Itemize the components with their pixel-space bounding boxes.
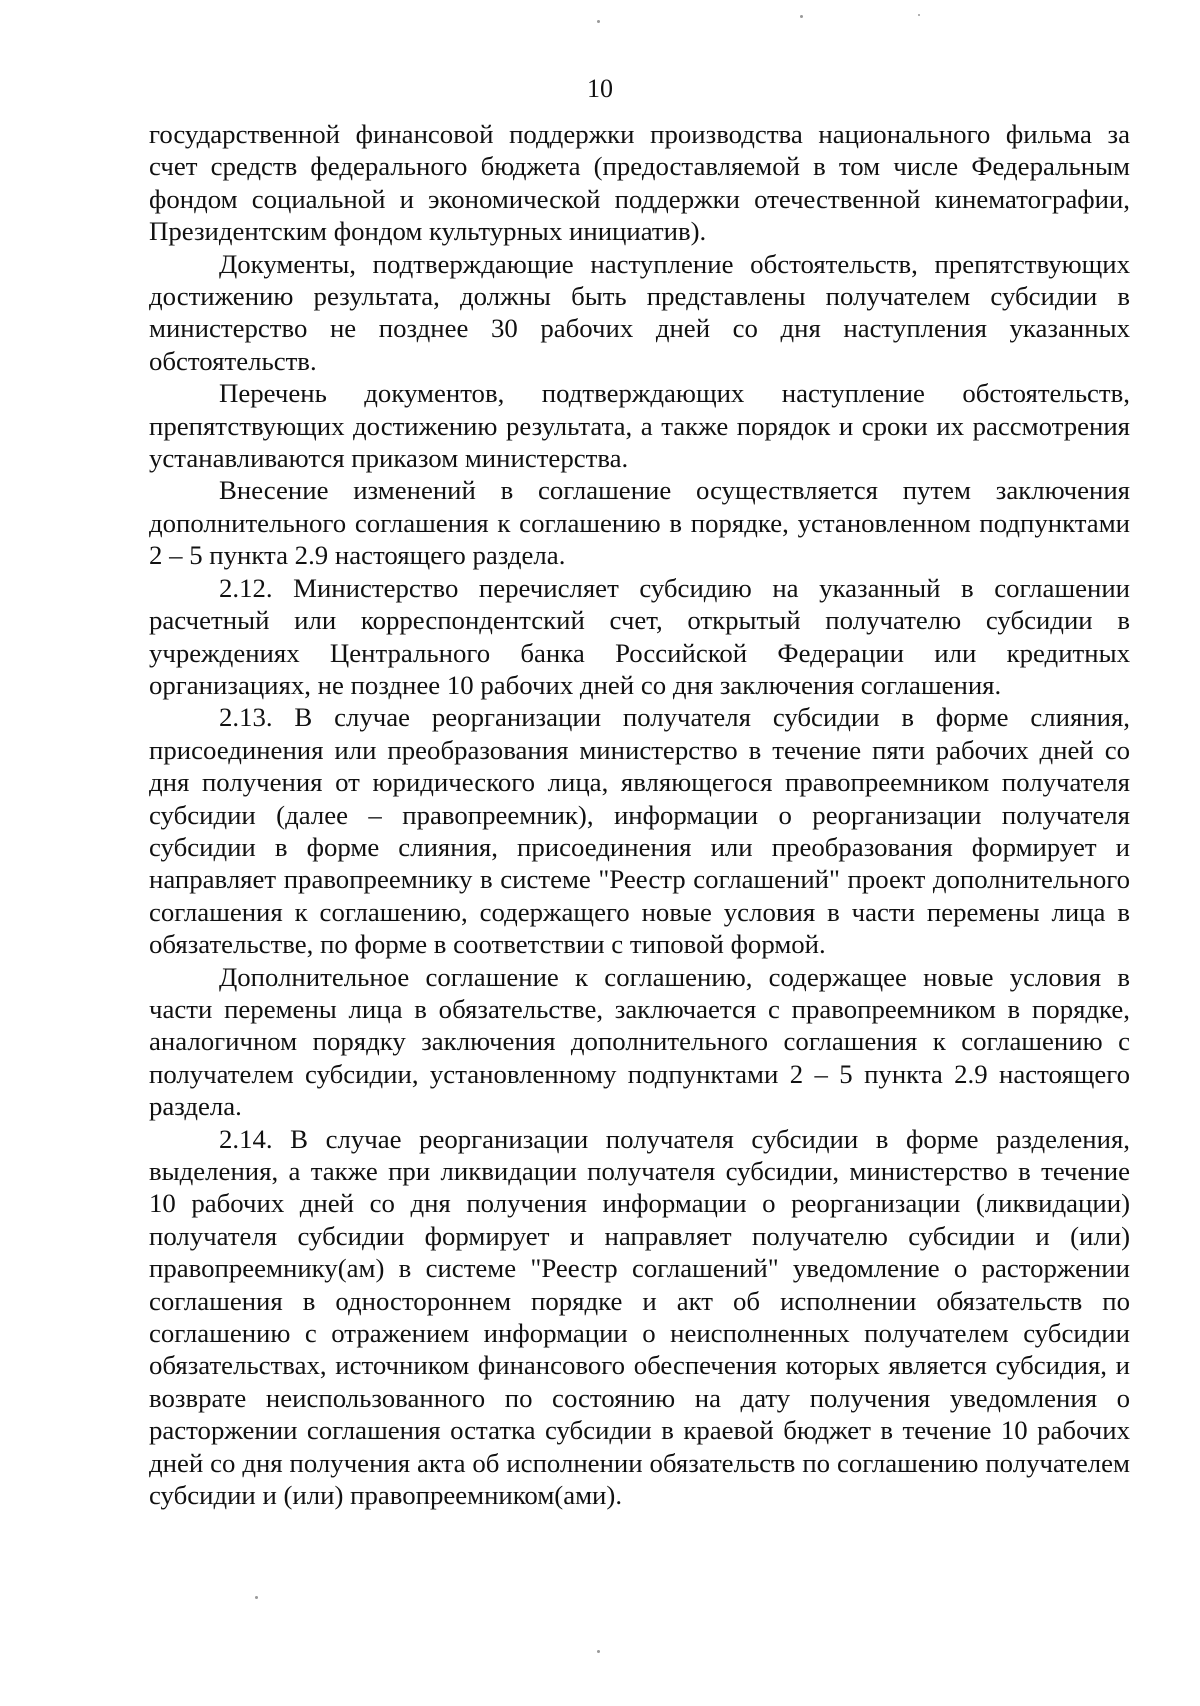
paragraph-continuation: государственной финансовой поддержки производства национального фильма за счет средств федерального бюджета (предоставляемой в том числе Федеральным фондом социальной и экономической поддержки отечественной кинематографии, Президентским фондом культурных инициатив).	[149, 119, 1130, 247]
paragraph-2-14: 2.14. В случае реорганизации получателя субсидии в форме разделения, выделения, а также при ликвидации получателя субсидии, министерство в течение 10 рабочих дней со дня получения информации о реорганизации (ликвидации) получателя субсидии формирует и направляет получателю субсидии и (или) правопреемнику(ам) в системе "Реестр соглашений" уведомление о расторжении соглашения в одностороннем порядке и акт об исполнении обязательств по соглашению с отражением информации о неисполненных получателем субсидии обязательствах, источником финансового обеспечения которых является субсидия, и возврате неиспользованного по состоянию на дату получения уведомления о расторжении соглашения остатка субсидии в краевой бюджет в течение 10 рабочих дней со дня получения акта об исполнении обязательств по соглашению получателем субсидии и (или) правопреемником(ами).	[149, 1123, 1130, 1511]
scan-speck	[918, 14, 920, 16]
paragraph-documents: Документы, подтверждающие наступление обстоятельств, препятствующих достижению результата, должны быть представлены получателем субсидии в министерство не позднее 30 рабочих дней со дня наступления указанных обстоятельств.	[149, 248, 1130, 376]
document-body	[149, 118, 1130, 1511]
page-number: 10	[587, 74, 613, 103]
scan-speck	[800, 15, 803, 18]
scan-speck	[597, 20, 600, 23]
scan-speck	[597, 1650, 600, 1653]
paragraph-document-list: Перечень документов, подтверждающих наступление обстоятельств, препятствующих достижению результата, а также порядок и сроки их рассмотрения устанавливаются приказом министерства.	[149, 378, 1130, 474]
paragraph-2-12: 2.12. Министерство перечисляет субсидию на указанный в соглашении расчетный или корреспондентский счет, открытый получателю субсидии в учреждениях Центрального банка Российской Федерации или кредитных организациях, не позднее 10 рабочих дней со дня заключения соглашения.	[149, 572, 1130, 700]
scan-speck	[255, 1596, 258, 1599]
paragraph-amendments: Внесение изменений в соглашение осуществляется путем заключения дополнительного соглашения к соглашению в порядке, установленном подпунктами 2 – 5 пункта 2.9 настоящего раздела.	[149, 475, 1130, 571]
paragraph-2-13: 2.13. В случае реорганизации получателя субсидии в форме слияния, присоединения или преобразования министерство в течение пяти рабочих дней со дня получения от юридического лица, являющегося правопреемником получателя субсидии (далее – правопреемник), информации о реорганизации получателя субсидии в форме слияния, присоединения или преобразования формирует и направляет правопреемнику в системе "Реестр соглашений" проект дополнительного соглашения к соглашению, содержащего новые условия в части перемены лица в обязательстве, по форме в соответствии с типовой формой.	[149, 702, 1130, 960]
paragraph-additional-agreement: Дополнительное соглашение к соглашению, содержащее новые условия в части перемены лица в обязательстве, заключается с правопреемником в порядке, аналогичном порядку заключения дополнительного соглашения к соглашению с получателем субсидии, установленному подпунктами 2 – 5 пункта 2.9 настоящего раздела.	[149, 961, 1130, 1122]
